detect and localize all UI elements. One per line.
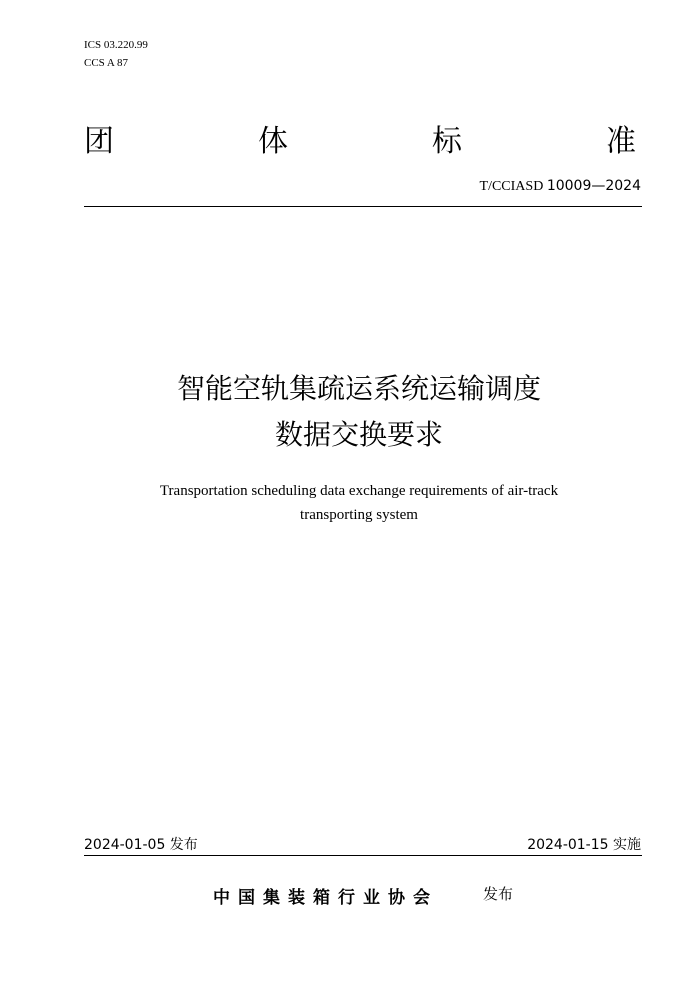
english-title-line-1: Transportation scheduling data exchange requirements of air-track — [159, 483, 559, 499]
english-title-line-2: transporting system — [300, 507, 418, 523]
standard-number-value: 10009—2024 — [546, 178, 641, 194]
top-divider — [84, 206, 642, 207]
bottom-divider — [84, 855, 642, 856]
publisher-name: 中国集装箱行业协会 — [213, 888, 438, 908]
doc-type-char-2: 体 — [258, 124, 288, 159]
classification-codes — [84, 36, 148, 72]
ccs-code: CCS A 87 — [84, 57, 129, 69]
doc-type-char-3: 标 — [432, 124, 462, 159]
chinese-title-line-1: 智能空轨集疏运系统运输调度 — [176, 372, 541, 405]
issue-date: 2024-01-05 发布 — [84, 837, 198, 853]
publish-label: 发布 — [483, 885, 514, 903]
chinese-title-line-2: 数据交换要求 — [274, 418, 443, 451]
doc-type-char-4: 准 — [606, 124, 636, 159]
standard-number — [480, 178, 641, 195]
standard-number-prefix: T/CCIASD — [479, 179, 547, 194]
doc-type-char-1: 团 — [84, 124, 114, 159]
ics-code: ICS 03.220.99 — [84, 39, 148, 51]
implementation-date: 2024-01-15 实施 — [527, 837, 641, 853]
